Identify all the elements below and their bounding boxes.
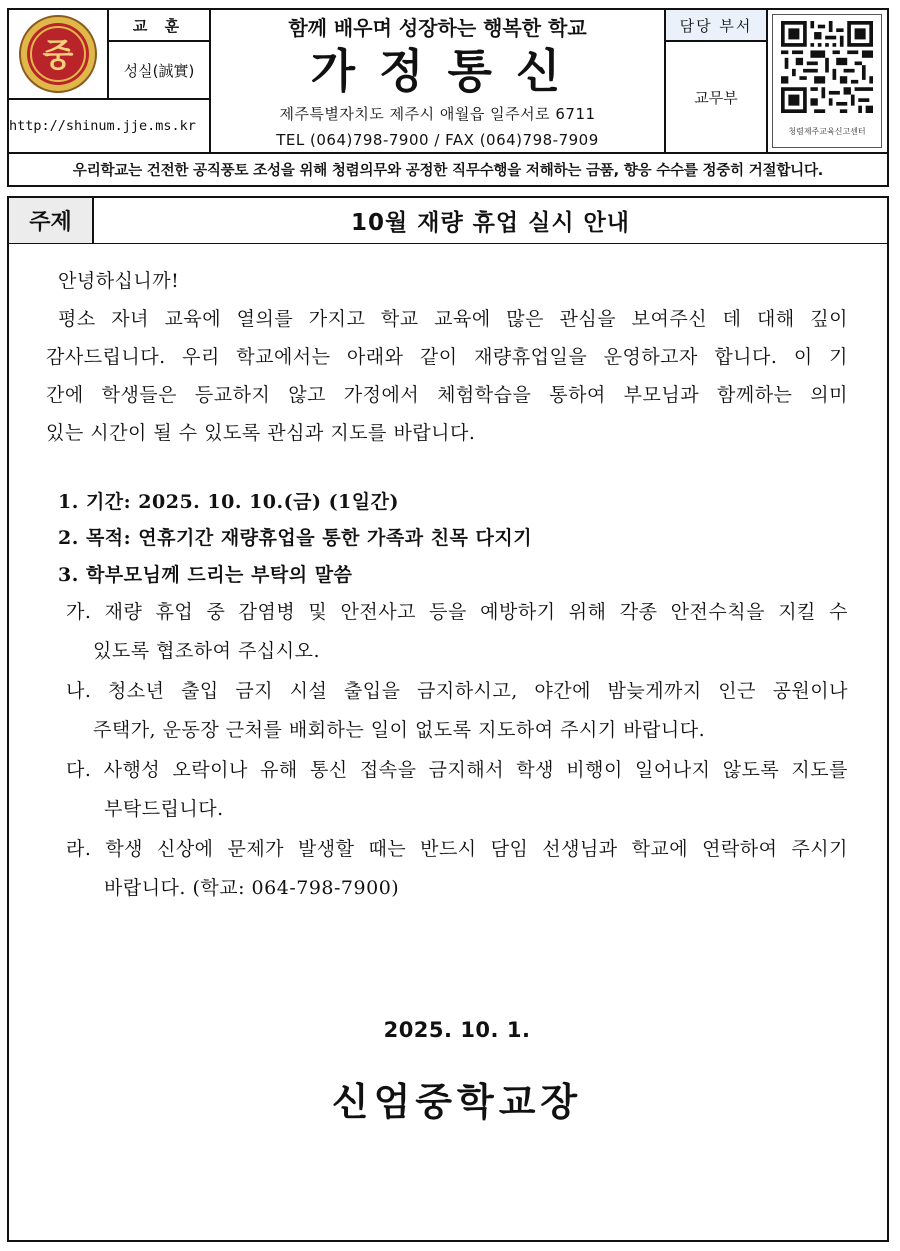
- list-item-purpose: 2. 목적: 연휴기간 재량휴업을 통한 가족과 친목 다지기: [58, 527, 533, 549]
- principal-signature: 신엄중학교장: [331, 1079, 583, 1124]
- request-line: 라. 학생 신상에 문제가 발생할 때는 반드시 담임 선생님과 학교에 연락하여 주시기: [66, 838, 848, 860]
- school-contact: TEL (064)798-7900 / FAX (064)798-7909: [276, 131, 599, 149]
- department-label: 담당 부서: [666, 10, 766, 40]
- request-line: 있도록 협조하여 주십시오.: [93, 640, 321, 662]
- qr-caption: 청렴제주교육신고센터: [788, 126, 866, 136]
- school-website-link[interactable]: http://shinum.jje.ms.kr: [9, 118, 196, 134]
- school-emblem-icon: [18, 14, 98, 94]
- integrity-notice: 우리학교는 건전한 공직풍토 조성을 위해 청렴의무와 공정한 직무수행을 저해하는 금품, 향응 수수를 정중히 거절합니다.: [7, 154, 889, 187]
- intro-line: 간에 학생들은 등교하지 않고 가정에서 체험학습을 통하여 부모님과 함께하는 의미: [46, 384, 848, 406]
- list-item-period: 1. 기간: 2025. 10. 10.(금) (1일간): [58, 491, 399, 513]
- qr-code-icon: [781, 21, 873, 113]
- school-logo: [9, 10, 107, 98]
- request-line: 나. 청소년 출입 금지 시설 출입을 금지하시고, 야간에 밤늦게까지 인근 공원이나: [66, 680, 848, 702]
- list-item-requests: 3. 학부모님께 드리는 부탁의 말씀: [58, 564, 353, 586]
- motto-value: 성실(誠實): [123, 61, 195, 80]
- intro-line: 있는 시간이 될 수 있도록 관심과 지도를 바랍니다.: [46, 422, 476, 444]
- school-address: 제주특별자치도 제주시 애월읍 일주서로 6711: [279, 104, 596, 123]
- department-value: 교무부: [694, 88, 738, 107]
- request-line: 가. 재량 휴업 중 감염병 및 안전사고 등을 예방하기 위해 각종 안전수칙을 지킬 수: [66, 601, 848, 623]
- intro-line: 감사드립니다. 우리 학교에서는 아래와 같이 재량휴업일을 운영하고자 합니다. 이 기: [46, 346, 848, 368]
- request-line: 주택가, 운동장 근처를 배회하는 일이 없도록 지도하여 주시기 바랍니다.: [93, 719, 706, 741]
- subject-label: 주제: [9, 198, 92, 243]
- letter-date: 2025. 10. 1.: [383, 1018, 531, 1042]
- motto-label: 교 훈: [132, 16, 186, 35]
- newsletter-title: 가 정 통 신: [310, 44, 565, 98]
- request-line: 부탁드립니다.: [104, 798, 224, 820]
- subject-title: 10월 재량 휴업 실시 안내: [351, 210, 630, 236]
- intro-line: 평소 자녀 교육에 열의를 가지고 학교 교육에 많은 관심을 보여주신 데 대해 깊이: [58, 308, 848, 330]
- request-line: 다. 사행성 오락이나 유해 통신 접속을 금지해서 학생 비행이 일어나지 않도록 지도를: [66, 759, 848, 781]
- school-slogan: 함께 배우며 성장하는 행복한 학교: [288, 15, 587, 40]
- request-line: 바랍니다. (학교: 064-798-7900): [104, 877, 400, 899]
- greeting: 안녕하십니까!: [58, 270, 180, 292]
- qr-code-panel[interactable]: [772, 14, 882, 148]
- logo-text: 중: [42, 36, 74, 74]
